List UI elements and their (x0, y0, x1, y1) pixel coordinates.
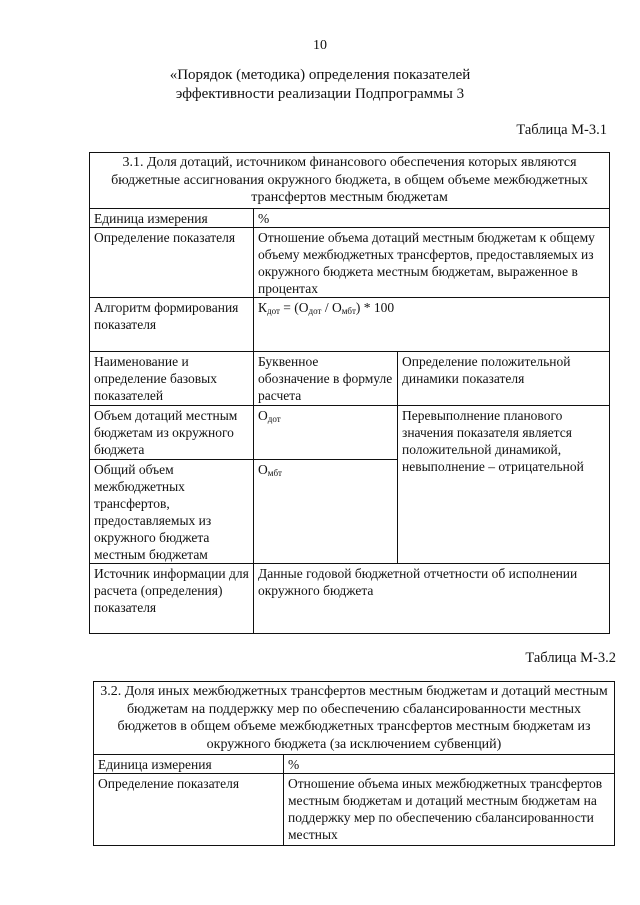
definition-label: Определение показателя (94, 774, 284, 846)
table-1-heading: 3.1. Доля дотаций, источником финансового обеспечения которых являются бюджетные ассигнования окружного бюджета, в общем объеме межбюджетных трансфертов местным бюджетам (90, 153, 610, 209)
document-title-line-1: «Порядок (методика) определения показателей (169, 67, 471, 83)
formula-o1-sub: дот (308, 305, 322, 316)
unit-value: % (284, 755, 615, 774)
base-row-2-symbol (254, 459, 398, 563)
unit-label: Единица измерения (94, 755, 284, 774)
table-2-heading: 3.2. Доля иных межбюджетных трансфертов местным бюджетам и дотаций местным бюджетам на поддержку мер по обеспечению сбалансированности местных бюджетов в общем объеме межбюджетных трансфертов местным бюджетам из окружного бюджета (за исключением субвенций) (94, 682, 615, 755)
symbol-sub: дот (267, 413, 281, 424)
formula-o2-sub: мбт (341, 305, 356, 316)
unit-label: Единица измерения (90, 208, 254, 227)
symbol-o: О (258, 407, 268, 423)
algorithm-label: Алгоритм формирования показателя (90, 297, 254, 351)
table-2-label: Таблица М-3.2 (525, 650, 616, 666)
base-header-dynamics: Определение положительной динамики показателя (398, 351, 610, 405)
formula (258, 300, 394, 315)
formula-k: К (258, 299, 268, 315)
base-row-2-name: Общий объем межбюджетных трансфертов, предоставляемых из окружного бюджета местным бюджетам (90, 459, 254, 563)
indicator-table-1 (89, 152, 610, 634)
formula-slash: / О (321, 299, 342, 315)
formula-mid: = (О (279, 299, 309, 315)
indicator-table-2 (93, 681, 615, 846)
page-number: 10 (313, 38, 327, 53)
table-1-label: Таблица М-3.1 (516, 122, 607, 138)
definition-value: Отношение объема дотаций местным бюджетам к общему объему межбюджетных трансфертов, предоставляемых из окружного бюджета местным бюджетам, выраженное в процентах (254, 227, 610, 297)
document-title-line-2: эффективности реализации Подпрограммы 3 (175, 86, 465, 102)
unit-value: % (254, 208, 610, 227)
symbol-o: О (258, 461, 268, 477)
base-header-name: Наименование и определение базовых показателей (90, 351, 254, 405)
formula-k-sub: дот (267, 305, 280, 316)
base-row-1-symbol (254, 405, 398, 459)
base-row-1-name: Объем дотаций местным бюджетам из окружного бюджета (90, 405, 254, 459)
symbol-sub: мбт (267, 467, 282, 478)
source-value: Данные годовой бюджетной отчетности об исполнении окружного бюджета (254, 563, 610, 633)
source-label: Источник информации для расчета (определения) показателя (90, 563, 254, 633)
document-title (0, 66, 640, 104)
formula-end: ) * 100 (355, 299, 395, 315)
base-header-symbol: Буквенное обозначение в формуле расчета (254, 351, 398, 405)
base-dynamics: Перевыполнение планового значения показателя является положительной динамикой, невыполнение – отрицательной (398, 405, 610, 563)
definition-label: Определение показателя (90, 227, 254, 297)
algorithm-formula (254, 297, 610, 351)
definition-value: Отношение объема иных межбюджетных трансфертов местным бюджетам и дотаций местным бюджетам на поддержку мер по обеспечению сбалансированности местных (284, 774, 615, 846)
